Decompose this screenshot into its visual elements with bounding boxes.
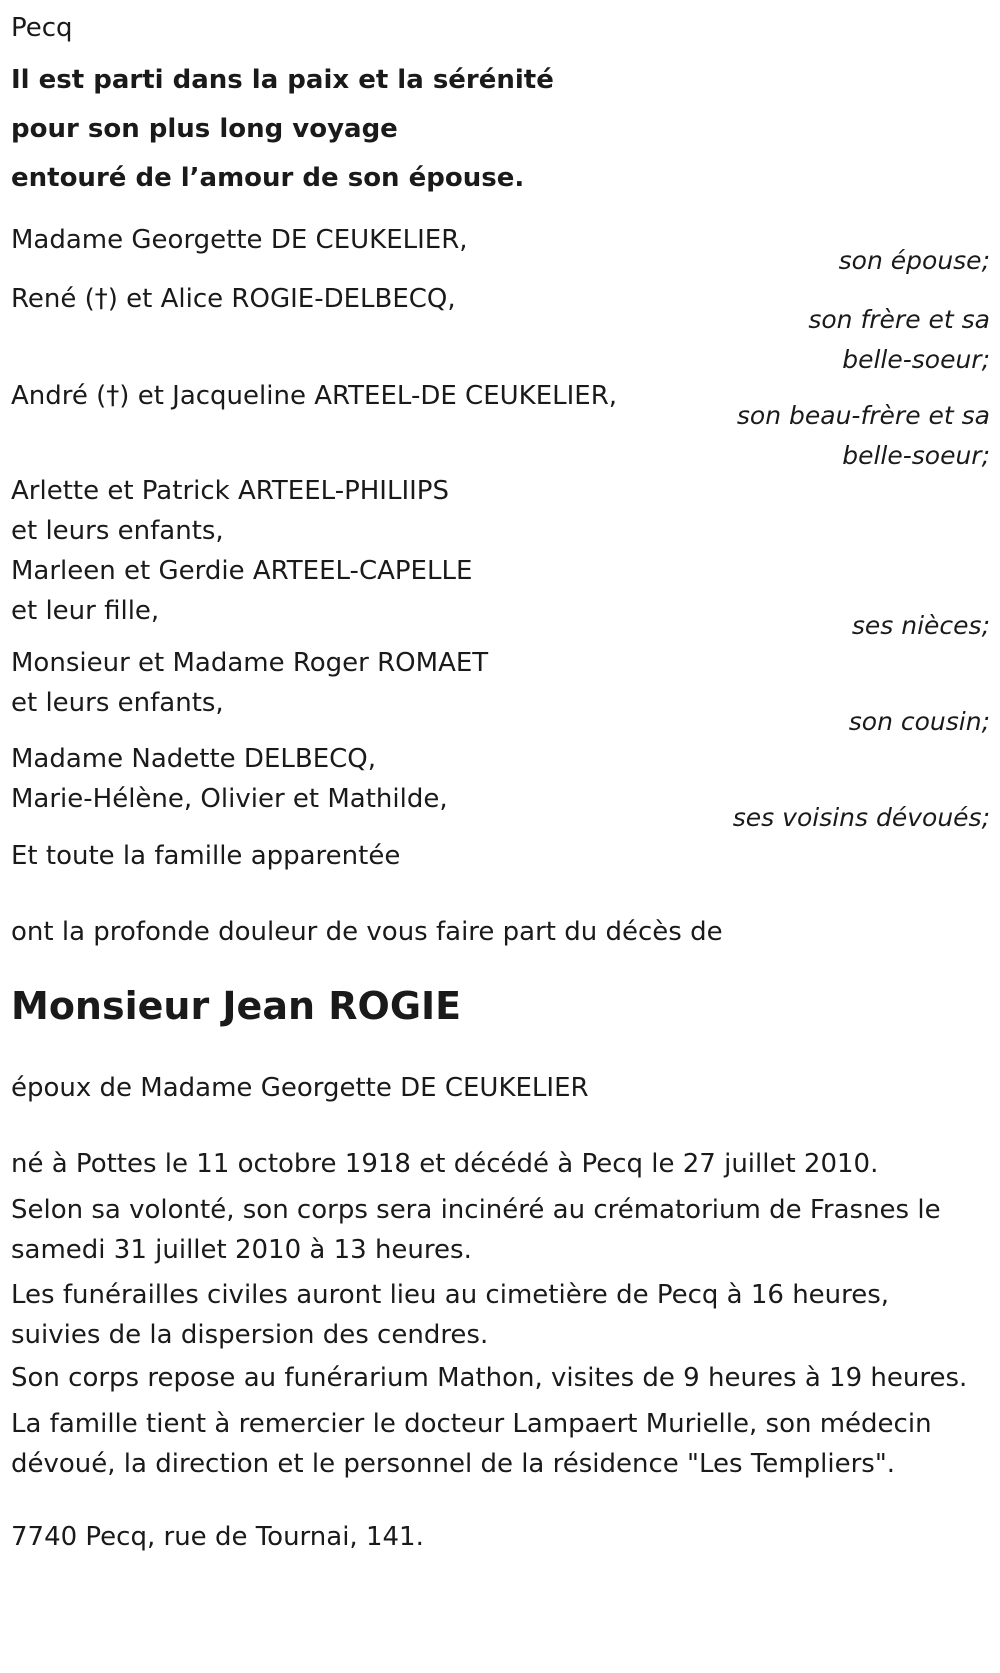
paragraph-line: Les funérailles civiles auront lieu au cimetière de Pecq à 16 heures, xyxy=(11,1280,890,1310)
relation-line: son épouse; xyxy=(838,246,990,275)
relation-line: ses nièces; xyxy=(851,611,990,640)
announcement-text: ont la profonde douleur de vous faire part du décès de xyxy=(11,917,723,947)
paragraph-line: Son corps repose au funérarium Mathon, visites de 9 heures à 19 heures. xyxy=(11,1363,968,1393)
birth-death-line: né à Pottes le 11 octobre 1918 et décédé à Pecq le 27 juillet 2010. xyxy=(11,1149,879,1179)
family-relation xyxy=(808,300,990,380)
thanks-paragraph xyxy=(11,1404,932,1484)
intro-line: pour son plus long voyage xyxy=(11,114,398,144)
paragraph-line: dévoué, la direction et le personnel de la résidence "Les Templiers". xyxy=(11,1449,896,1479)
family-name-line: René (†) et Alice ROGIE-DELBECQ, xyxy=(11,284,456,314)
family-name-line: et leurs enfants, xyxy=(11,688,224,718)
family-name-line: Marleen et Gerdie ARTEEL-CAPELLE xyxy=(11,556,473,586)
family-name-line: et leur fille, xyxy=(11,596,160,626)
paragraph-line: samedi 31 juillet 2010 à 13 heures. xyxy=(11,1235,472,1265)
family-name-line: Monsieur et Madame Roger ROMAET xyxy=(11,648,489,678)
relation-line: belle-soeur; xyxy=(842,441,990,470)
family-relation xyxy=(852,606,990,646)
deceased-name: Monsieur Jean ROGIE xyxy=(11,984,462,1028)
relation-line: ses voisins dévoués; xyxy=(732,803,990,832)
family-relation xyxy=(839,241,990,281)
family-name-line: Arlette et Patrick ARTEEL-PHILIIPS xyxy=(11,476,449,506)
address: 7740 Pecq, rue de Tournai, 141. xyxy=(11,1522,424,1552)
relation-line: son frère et sa xyxy=(808,305,990,334)
family-entry xyxy=(11,471,990,640)
family-relation xyxy=(849,702,990,742)
family-name-line: André (†) et Jacqueline ARTEEL-DE CEUKELIER, xyxy=(11,381,618,411)
visitation-paragraph xyxy=(11,1358,967,1398)
relation-line: belle-soeur; xyxy=(842,345,990,374)
family-name-line: et leurs enfants, xyxy=(11,516,224,546)
family-closing: Et toute la famille apparentée xyxy=(11,841,401,871)
intro-line: entouré de l’amour de son épouse. xyxy=(11,163,525,193)
family-name-line: Madame Georgette DE CEUKELIER, xyxy=(11,225,468,255)
relation-line: son beau-frère et sa xyxy=(736,401,990,430)
funeral-paragraph xyxy=(11,1275,889,1355)
place-name: Pecq xyxy=(11,13,73,43)
family-entry xyxy=(11,220,990,275)
family-entry xyxy=(11,739,990,832)
paragraph-line: suivies de la dispersion des cendres. xyxy=(11,1320,489,1350)
paragraph-line: Selon sa volonté, son corps sera incinéré au crématorium de Frasnes le xyxy=(11,1195,941,1225)
paragraph-line: La famille tient à remercier le docteur Lampaert Murielle, son médecin xyxy=(11,1409,932,1439)
intro-verse xyxy=(11,56,554,203)
intro-line: Il est parti dans la paix et la sérénité xyxy=(11,65,554,95)
relation-line: son cousin; xyxy=(848,707,990,736)
family-entry xyxy=(11,376,990,470)
spouse-line: époux de Madame Georgette DE CEUKELIER xyxy=(11,1073,589,1103)
family-name-line: Madame Nadette DELBECQ, xyxy=(11,744,377,774)
family-relation xyxy=(733,798,990,838)
cremation-paragraph xyxy=(11,1190,941,1270)
family-name-line: Marie-Hélène, Olivier et Mathilde, xyxy=(11,784,448,814)
family-entry xyxy=(11,279,990,374)
family-relation xyxy=(737,396,990,476)
family-entry xyxy=(11,643,990,736)
